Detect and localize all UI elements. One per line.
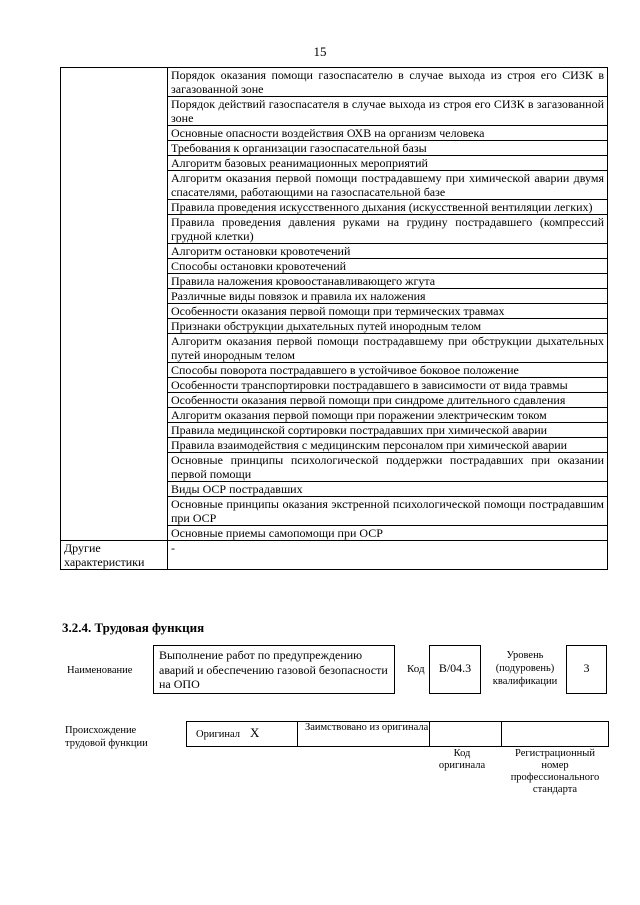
knowledge-label-cell: [61, 304, 168, 319]
original-label: Оригинал: [196, 729, 240, 740]
knowledge-row: [61, 408, 608, 423]
other-characteristics-row: [61, 541, 608, 570]
section-title: 3.2.4. Трудовая функция: [62, 620, 205, 635]
knowledge-item: Основные опасности воздействия ОХВ на организм человека: [168, 126, 608, 141]
knowledge-label-cell: [61, 526, 168, 541]
knowledge-item: Правила наложения кровоостанавливающего жгута: [168, 274, 608, 289]
knowledge-row: [61, 215, 608, 244]
knowledge-row: [61, 156, 608, 171]
registration-number-label: Регистрационный номер профессионального стандарта: [510, 748, 600, 795]
knowledge-item: Особенности транспортировки пострадавшего в зависимости от вида травмы: [168, 378, 608, 393]
knowledge-item: Способы поворота пострадавшего в устойчивое боковое положение: [168, 363, 608, 378]
knowledge-label-cell: [61, 423, 168, 438]
knowledge-item: Алгоритм базовых реанимационных мероприятий: [168, 156, 608, 171]
knowledge-item: Правила проведения давления руками на грудину пострадавшего (компрессий грудной клетки): [168, 215, 608, 244]
knowledge-label-cell: [61, 408, 168, 423]
knowledge-label-cell: [61, 274, 168, 289]
knowledge-label-cell: [61, 68, 168, 97]
knowledge-item: Правила взаимодействия с медицинским персоналом при химической аварии: [168, 438, 608, 453]
knowledge-row: [61, 289, 608, 304]
knowledge-label-cell: [61, 289, 168, 304]
origin-label: Происхождение трудовой функции: [65, 725, 148, 749]
knowledge-label-cell: [61, 215, 168, 244]
original-mark: X: [250, 725, 260, 740]
knowledge-item: Признаки обструкции дыхательных путей инородным телом: [168, 319, 608, 334]
knowledge-row: [61, 304, 608, 319]
knowledge-item: Основные принципы психологической поддержки пострадавших при оказании первой помощи: [168, 453, 608, 482]
knowledge-label-cell: [61, 171, 168, 200]
knowledge-row: [61, 453, 608, 482]
knowledge-table: [60, 67, 608, 570]
page-number: 15: [313, 44, 327, 59]
knowledge-item: Алгоритм остановки кровотечений: [168, 244, 608, 259]
knowledge-row: [61, 171, 608, 200]
level-label: Уровень (подуровень) квалификации: [492, 650, 558, 687]
knowledge-label-cell: [61, 393, 168, 408]
knowledge-label-cell: [61, 97, 168, 126]
borrowed-label: Заимствовано из оригинала: [305, 722, 429, 733]
knowledge-row: [61, 482, 608, 497]
knowledge-item: Алгоритм оказания первой помощи пострадавшему при обструкции дыхательных путей инородным телом: [168, 334, 608, 363]
origin-table: [186, 721, 609, 747]
knowledge-row: [61, 438, 608, 453]
original-code-label: Код оригинала: [438, 748, 486, 771]
knowledge-row: [61, 97, 608, 126]
origin-cell-code: [429, 722, 502, 746]
knowledge-item: Требования к организации газоспасательной базы: [168, 141, 608, 156]
knowledge-label-cell: [61, 482, 168, 497]
code-label: Код: [407, 663, 425, 675]
knowledge-item: Правила медицинской сортировки пострадавших при химической аварии: [168, 423, 608, 438]
knowledge-row: [61, 497, 608, 526]
knowledge-row: [61, 378, 608, 393]
function-name-box: Выполнение работ по предупреждению аварий и обеспечению газовой безопасности на ОПО: [153, 645, 395, 694]
knowledge-row: [61, 126, 608, 141]
knowledge-item: Особенности оказания первой помощи при синдроме длительного сдавления: [168, 393, 608, 408]
knowledge-label-cell: [61, 334, 168, 363]
other-characteristics-label: Другие характеристики: [61, 541, 168, 570]
knowledge-label-cell: [61, 200, 168, 215]
knowledge-item: Алгоритм оказания первой помощи пострадавшему при химической аварии двумя спасателями, работающими на газоспасательной базе: [168, 171, 608, 200]
knowledge-row: [61, 526, 608, 541]
knowledge-row: [61, 259, 608, 274]
knowledge-label-cell: [61, 497, 168, 526]
knowledge-item: Основные приемы самопомощи при ОСР: [168, 526, 608, 541]
knowledge-label-cell: [61, 126, 168, 141]
knowledge-item: Порядок действий газоспасателя в случае выхода из строя его СИЗК в загазованной зоне: [168, 97, 608, 126]
knowledge-item: Алгоритм оказания первой помощи при поражении электрическим током: [168, 408, 608, 423]
knowledge-row: [61, 363, 608, 378]
level-value-box: 3: [566, 645, 607, 694]
knowledge-label-cell: [61, 141, 168, 156]
knowledge-row: [61, 200, 608, 215]
knowledge-row: [61, 319, 608, 334]
knowledge-label-cell: [61, 453, 168, 482]
name-label: Наименование: [67, 665, 133, 676]
knowledge-item: Основные принципы оказания экстренной психологической помощи пострадавшим при ОСР: [168, 497, 608, 526]
knowledge-row: [61, 141, 608, 156]
function-code-box: B/04.3: [429, 645, 481, 694]
knowledge-row: [61, 274, 608, 289]
knowledge-item: Различные виды повязок и правила их наложения: [168, 289, 608, 304]
knowledge-label-cell: [61, 378, 168, 393]
knowledge-row: [61, 334, 608, 363]
knowledge-item: Особенности оказания первой помощи при термических травмах: [168, 304, 608, 319]
knowledge-item: Способы остановки кровотечений: [168, 259, 608, 274]
knowledge-label-cell: [61, 259, 168, 274]
knowledge-item: Порядок оказания помощи газоспасателю в случае выхода из строя его СИЗК в загазованной зоне: [168, 68, 608, 97]
knowledge-label-cell: [61, 244, 168, 259]
knowledge-row: [61, 68, 608, 97]
knowledge-item: Правила проведения искусственного дыхания (искусственной вентиляции легких): [168, 200, 608, 215]
knowledge-label-cell: [61, 156, 168, 171]
knowledge-label-cell: [61, 363, 168, 378]
knowledge-label-cell: [61, 438, 168, 453]
other-characteristics-value: -: [168, 541, 608, 570]
knowledge-label-cell: [61, 319, 168, 334]
knowledge-item: Виды ОСР пострадавших: [168, 482, 608, 497]
knowledge-row: [61, 393, 608, 408]
knowledge-row: [61, 423, 608, 438]
knowledge-row: [61, 244, 608, 259]
